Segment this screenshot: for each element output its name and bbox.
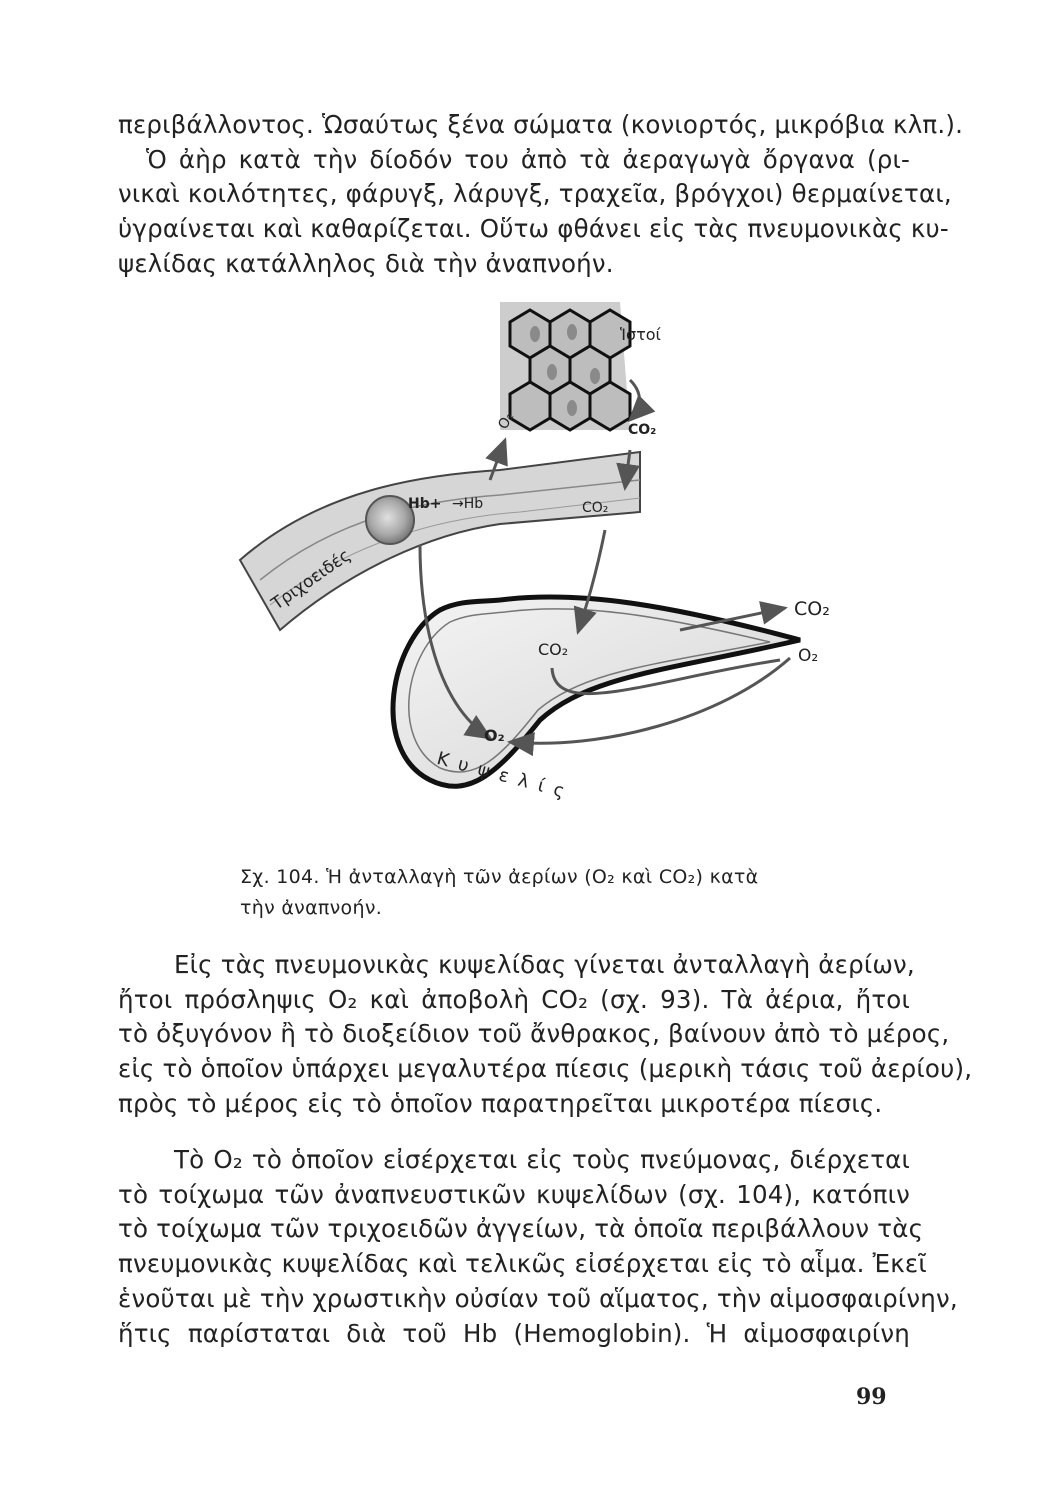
o2-label-alveolus: O₂	[484, 726, 505, 745]
paragraph-bottom	[118, 1143, 958, 1351]
tissue-cells	[500, 302, 630, 430]
text-line: Ὁ ἀὴρ κατὰ τὴν δίοδόν του ἀπὸ τὰ ἀεραγωγὰ ὄργανα (ρι-	[146, 144, 910, 174]
hb-label: →Hb	[452, 496, 484, 512]
caption-line: Σχ. 104. Ἡ ἀνταλλαγὴ τῶν ἀερίων (O₂ καὶ CO₂) κατὰ	[240, 866, 759, 888]
caption-line: τὴν ἀναπνοήν.	[240, 897, 383, 919]
text-line: ἤτοι πρόσληψις O₂ καὶ ἀποβολὴ CO₂ (σχ. 93). Τὰ ἀέρια, ἤτοι	[118, 984, 910, 1014]
o2-label-incoming: O₂	[798, 646, 819, 666]
o2-label-tissue: O₂	[495, 409, 518, 433]
text-line: εἰς τὸ ὁποῖον ὑπάρχει μεγαλυτέρα πίεσις (μερικὴ τάσις τοῦ ἀερίου),	[118, 1054, 973, 1084]
text-line: περιβάλλοντος. Ὡσαύτως ξένα σώματα (κονιορτός, μικρόβια κλπ.).	[118, 110, 964, 139]
capillary-label: Τριχοειδές	[268, 545, 355, 615]
co2-label-alveolus: CO₂	[538, 640, 569, 659]
paragraph-middle	[118, 948, 973, 1122]
co2-label-outgoing: CO₂	[794, 598, 830, 620]
co2-label-tissue: CO₂	[628, 422, 657, 438]
hb-plus-label: Hb+	[408, 496, 442, 512]
page-number: 99	[856, 1384, 887, 1410]
text-line: τὸ τοίχωμα τῶν ἀναπνευστικῶν κυψελίδων (σχ. 104), κατόπιν	[118, 1179, 910, 1209]
paragraph-top	[118, 108, 964, 282]
text-line: πνευμονικὰς κυψελίδας καὶ τελικῶς εἰσέρχεται εἰς τὸ αἷμα. Ἐκεῖ	[118, 1249, 927, 1279]
red-blood-cell	[366, 496, 414, 544]
alveolus-label: Κυψελίς	[434, 748, 577, 805]
gas-exchange-figure	[200, 280, 860, 820]
text-line: τὸ ὀξυγόνον ἢ τὸ διοξείδιον τοῦ ἄνθρακος, βαίνουν ἀπὸ τὸ μέρος,	[118, 1019, 950, 1049]
text-line: ψελίδας κατάλληλος διὰ τὴν ἀναπνοήν.	[118, 248, 614, 278]
text-line: ἑνοῦται μὲ τὴν χρωστικὴν οὐσίαν τοῦ αἵματος, τὴν αἱμοσφαιρίνην,	[118, 1283, 958, 1313]
text-line: Εἰς τὰς πνευμονικὰς κυψελίδας γίνεται ἀνταλλαγὴ ἀερίων,	[174, 950, 915, 979]
text-line: νικαὶ κοιλότητες, φάρυγξ, λάρυγξ, τραχεῖα, βρόγχοι) θερμαίνεται,	[118, 179, 952, 209]
text-line: Τὸ O₂ τὸ ὁποῖον εἰσέρχεται εἰς τοὺς πνεύμονας, διέρχεται	[174, 1145, 910, 1174]
text-line: πρὸς τὸ μέρος εἰς τὸ ὁποῖον παρατηρεῖται μικροτέρα πίεσις.	[118, 1088, 883, 1118]
figure-caption	[240, 862, 840, 924]
co2-label-capillary: CO₂	[582, 500, 609, 516]
figure-drawing	[200, 280, 860, 820]
text-line: ὑγραίνεται καὶ καθαρίζεται. Οὕτω φθάνει εἰς τὰς πνευμονικὰς κυ-	[118, 214, 949, 244]
text-line: ἥτις παρίσταται διὰ τοῦ Hb (Hemoglobin). Ἡ αἱμοσφαιρίνη	[118, 1318, 910, 1348]
text-line: τὸ τοίχωμα τῶν τριχοειδῶν ἀγγείων, τὰ ὁποῖα περιβάλλουν τὰς	[118, 1214, 924, 1244]
tissue-label: Ἱστοί	[620, 325, 661, 344]
